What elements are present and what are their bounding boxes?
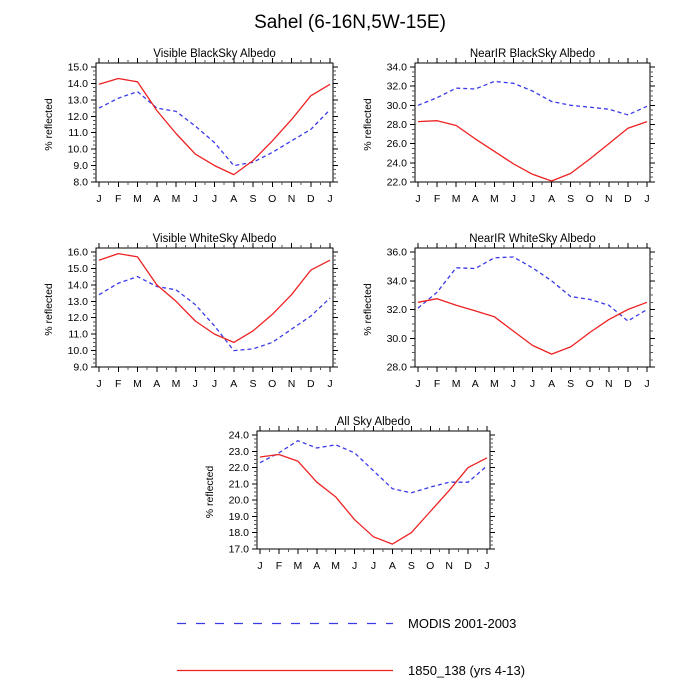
y-tick-label: 22.0 [386,176,407,189]
x-tick-label: D [306,378,315,390]
y-tick-label: 32.0 [386,80,407,93]
x-tick-label: S [407,560,415,572]
x-tick-label: O [268,193,277,205]
y-axis-title: % reflected [362,98,374,151]
plot-all-sky-albedo [204,416,495,572]
x-tick-label: S [249,193,257,205]
plot-visible-whitesky-albedo [43,233,338,390]
y-tick-label: 34.0 [386,275,407,288]
x-tick-label: F [433,193,441,205]
x-tick-label: J [327,193,333,205]
x-tick-label: M [451,378,461,390]
x-tick-label: J [351,560,358,572]
y-tick-label: 11.0 [68,127,88,140]
y-tick-label: 18.0 [228,527,249,540]
y-tick-label: 15.0 [67,262,88,275]
x-tick-label: J [211,378,218,390]
x-tick-label: N [605,193,613,205]
subplot-title: NearIR BlackSky Albedo [469,48,596,60]
x-tick-label: J [415,193,421,205]
plot-frame [257,431,490,549]
y-axis-title: % reflected [204,465,216,519]
y-tick-label: 30.0 [386,99,407,112]
x-tick-label: M [451,193,461,205]
x-tick-label: J [484,560,490,572]
series-line-1850-138-yrs-4-13 [418,121,647,181]
x-tick-label: F [275,560,283,572]
x-tick-label: A [471,193,479,205]
x-tick-label: A [388,560,396,572]
legend-label-modis: MODIS 2001-2003 [408,616,517,631]
x-tick-label: O [585,378,594,390]
y-tick-label: 28.0 [386,119,407,131]
x-tick-label: O [426,560,435,572]
x-tick-label: J [192,378,198,390]
x-tick-label: A [230,378,238,390]
y-tick-label: 10.0 [67,143,88,156]
x-tick-label: N [287,378,296,390]
x-tick-label: D [624,193,632,205]
x-tick-label: M [133,378,142,390]
y-tick-label: 15.0 [67,61,88,74]
x-tick-label: O [268,378,277,390]
y-axis-title: % reflected [43,283,55,336]
series-line-modis-2001-2003 [418,257,647,321]
x-tick-label: J [257,560,263,572]
legend-item-model [176,663,525,678]
y-axis-title: % reflected [43,98,55,151]
y-tick-label: 8.0 [73,176,88,189]
y-axis-title: % reflected [362,283,374,336]
y-tick-label: 13.0 [67,94,88,107]
series-line-modis-2001-2003 [418,81,647,115]
subplot-title: Visible BlackSky Albedo [153,48,276,60]
modis-dashed-line-sample [176,616,394,631]
y-tick-label: 12.0 [67,312,88,325]
plot-frame [96,248,333,367]
x-tick-label: O [585,193,594,205]
y-tick-label: 17.0 [228,543,249,556]
y-tick-label: 36.0 [386,246,407,259]
x-tick-label: J [529,193,536,205]
y-tick-label: 12.0 [67,110,88,123]
y-tick-label: 20.0 [228,494,249,507]
subplot-title: NearIR WhiteSky Albedo [469,233,596,245]
figure-title: Sahel (6-16N,5W-15E) [254,12,446,33]
x-tick-label: M [171,193,181,205]
plot-nearir-blacksky-albedo [362,48,655,205]
x-tick-label: A [153,193,161,205]
x-tick-label: A [230,193,238,205]
x-tick-label: J [510,378,517,390]
y-tick-label: 11.0 [68,328,88,341]
y-tick-label: 16.0 [67,246,88,259]
x-tick-label: S [249,378,257,390]
y-tick-label: 30.0 [386,332,407,345]
y-tick-label: 19.0 [228,510,249,523]
x-tick-label: J [192,193,198,205]
y-tick-label: 22.0 [228,462,249,475]
x-tick-label: M [489,193,499,205]
y-tick-label: 9.0 [73,160,88,173]
x-tick-label: J [415,378,421,390]
x-tick-label: S [567,378,575,390]
series-line-1850-138-yrs-4-13 [260,455,487,545]
x-tick-label: N [605,378,613,390]
x-tick-label: J [529,378,536,390]
series-line-1850-138-yrs-4-13 [418,299,647,354]
y-tick-label: 13.0 [67,295,88,308]
x-tick-label: J [211,193,218,205]
x-tick-label: A [313,560,321,572]
y-tick-label: 32.0 [386,304,407,316]
x-tick-label: M [489,378,499,390]
y-tick-label: 10.0 [67,345,88,358]
x-tick-label: J [370,560,377,572]
x-tick-label: J [327,378,333,390]
y-tick-label: 21.0 [228,478,249,491]
plot-nearir-whitesky-albedo [362,233,655,390]
y-tick-label: 26.0 [386,138,407,151]
x-tick-label: F [433,378,441,390]
series-line-modis-2001-2003 [99,92,330,166]
plot-frame [415,248,650,367]
legend-item-modis [176,616,516,631]
legend-label-model: 1850_138 (yrs 4-13) [408,663,526,678]
model-solid-line-sample [176,663,394,678]
x-tick-label: A [153,378,161,390]
y-tick-label: 24.0 [228,429,249,442]
x-tick-label: D [624,378,632,390]
y-tick-label: 9.0 [73,361,88,374]
x-tick-label: A [548,193,556,205]
x-tick-label: J [96,193,102,205]
x-tick-label: N [445,560,453,572]
x-tick-label: J [96,378,102,390]
plot-frame [415,63,650,182]
series-line-modis-2001-2003 [99,277,330,351]
subplot-title: Visible WhiteSky Albedo [152,233,277,245]
x-tick-label: F [115,378,122,390]
x-tick-label: M [293,560,303,572]
y-tick-label: 24.0 [386,157,407,170]
x-tick-label: J [644,193,650,205]
x-tick-label: D [306,193,315,205]
x-tick-label: J [510,193,517,205]
y-tick-label: 23.0 [228,445,249,458]
x-tick-label: A [548,378,556,390]
plot-visible-blacksky-albedo [43,48,338,205]
x-tick-label: M [171,378,181,390]
x-tick-label: A [471,378,479,390]
x-tick-label: M [133,193,142,205]
y-tick-label: 28.0 [386,361,407,374]
subplot-title: All Sky Albedo [336,416,411,428]
x-tick-label: N [287,193,296,205]
y-tick-label: 14.0 [67,279,88,292]
x-tick-label: S [567,193,575,205]
y-tick-label: 14.0 [67,77,88,90]
series-line-1850-138-yrs-4-13 [99,254,330,343]
x-tick-label: F [115,193,122,205]
x-tick-label: J [644,378,650,390]
x-tick-label: M [331,560,341,572]
x-tick-label: D [464,560,472,572]
y-tick-label: 34.0 [386,61,407,74]
